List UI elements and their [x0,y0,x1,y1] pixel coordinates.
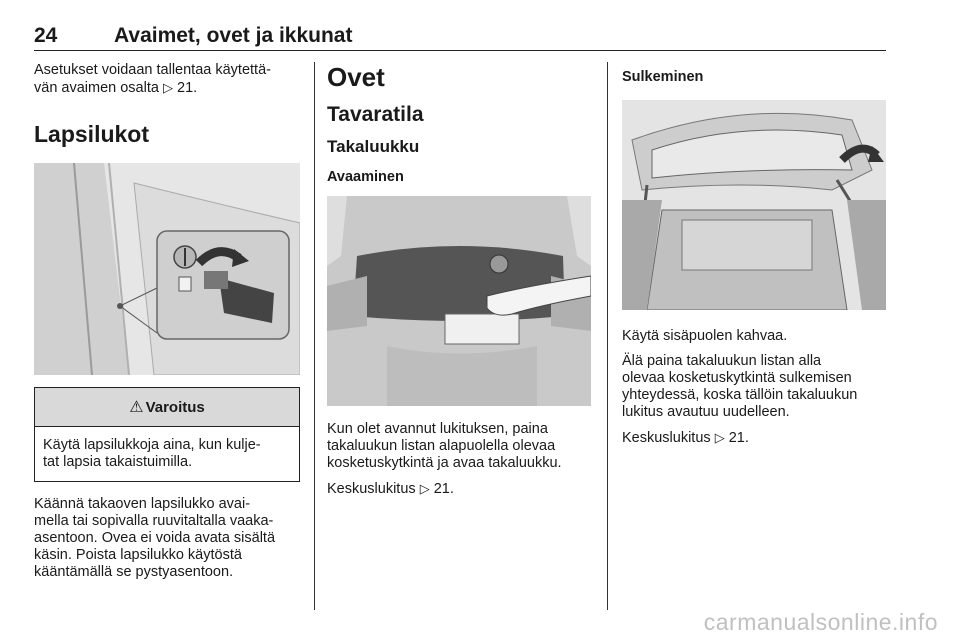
text-line: Käännä takaoven lapsilukko avai- [34,496,251,512]
page-number: 24 [34,24,58,47]
text-line: mella tai sopivalla ruuvitaltalla vaaka- [34,513,274,529]
section-heading-lapsilukot: Lapsilukot [34,121,150,147]
text-line: yhteydessä, koska tällöin takaluukun [622,387,858,403]
section-heading-ovet: Ovet [327,62,385,92]
page-header [34,18,886,51]
warning-line: Käytä lapsilukkoja aina, kun kulje- [43,437,261,453]
text-line: käsin. Poista lapsilukko käytöstä [34,547,242,563]
intro-line: Asetukset voidaan tallentaa käytettä- [34,62,271,78]
column-divider [607,62,608,610]
closing-paragraph-2 [622,353,888,421]
column-right [622,62,888,447]
watermark: carmanualsonline.info [703,609,938,635]
tailgate-opening-illustration [327,196,591,406]
text-line: takaluukun listan alapuolella olevaa [327,438,556,454]
reference-label: Keskuslukitus [327,481,416,497]
tailgate-closing-illustration [622,100,886,310]
page-reference[interactable]: 21. [728,430,749,446]
warning-title: Varoitus [145,398,205,416]
column-left [34,62,300,581]
text-line: Kun olet avannut lukituksen, paina [327,421,548,437]
reference-triangle-icon: ▷ [419,481,430,496]
child-lock-paragraph [34,496,300,581]
warning-body [35,427,299,481]
page-reference[interactable]: 21. [177,80,198,96]
page-title: Avaimet, ovet ja ikkunat [114,24,353,47]
reference-triangle-icon: ▷ [162,80,173,95]
reference-line [327,480,595,498]
warning-header [35,388,299,427]
warning-box [34,387,300,482]
reference-triangle-icon: ▷ [714,430,725,445]
child-lock-illustration [34,163,300,375]
subheading-sulkeminen: Sulkeminen [622,69,704,85]
reference-line [622,429,888,447]
text-line: kääntämällä se pystyasentoon. [34,564,234,580]
warning-line: tat lapsia takaistuimilla. [43,454,193,470]
section-heading-tavaratila: Tavaratila [327,103,424,126]
column-middle [327,62,595,498]
intro-line: vän avaimen osalta [34,80,159,96]
column-divider [314,62,315,610]
warning-triangle-icon: ⚠ [129,399,144,416]
text-line: olevaa kosketuskytkintä sulkemisen [622,370,852,386]
section-heading-takaluukku: Takaluukku [327,137,420,156]
text-line: asentoon. Ovea ei voida avata sisältä [34,530,276,546]
intro-paragraph [34,62,300,97]
text-line: kosketuskytkintä ja avaa takaluukku. [327,455,562,471]
reference-label: Keskuslukitus [622,430,711,446]
text-line: Älä paina takaluukun listan alla [622,353,822,369]
closing-paragraph-1: Käytä sisäpuolen kahvaa. [622,328,788,344]
opening-paragraph [327,421,595,472]
subheading-avaaminen: Avaaminen [327,169,404,185]
page-reference[interactable]: 21. [433,481,454,497]
text-line: lukitus avautuu uudelleen. [622,404,790,420]
